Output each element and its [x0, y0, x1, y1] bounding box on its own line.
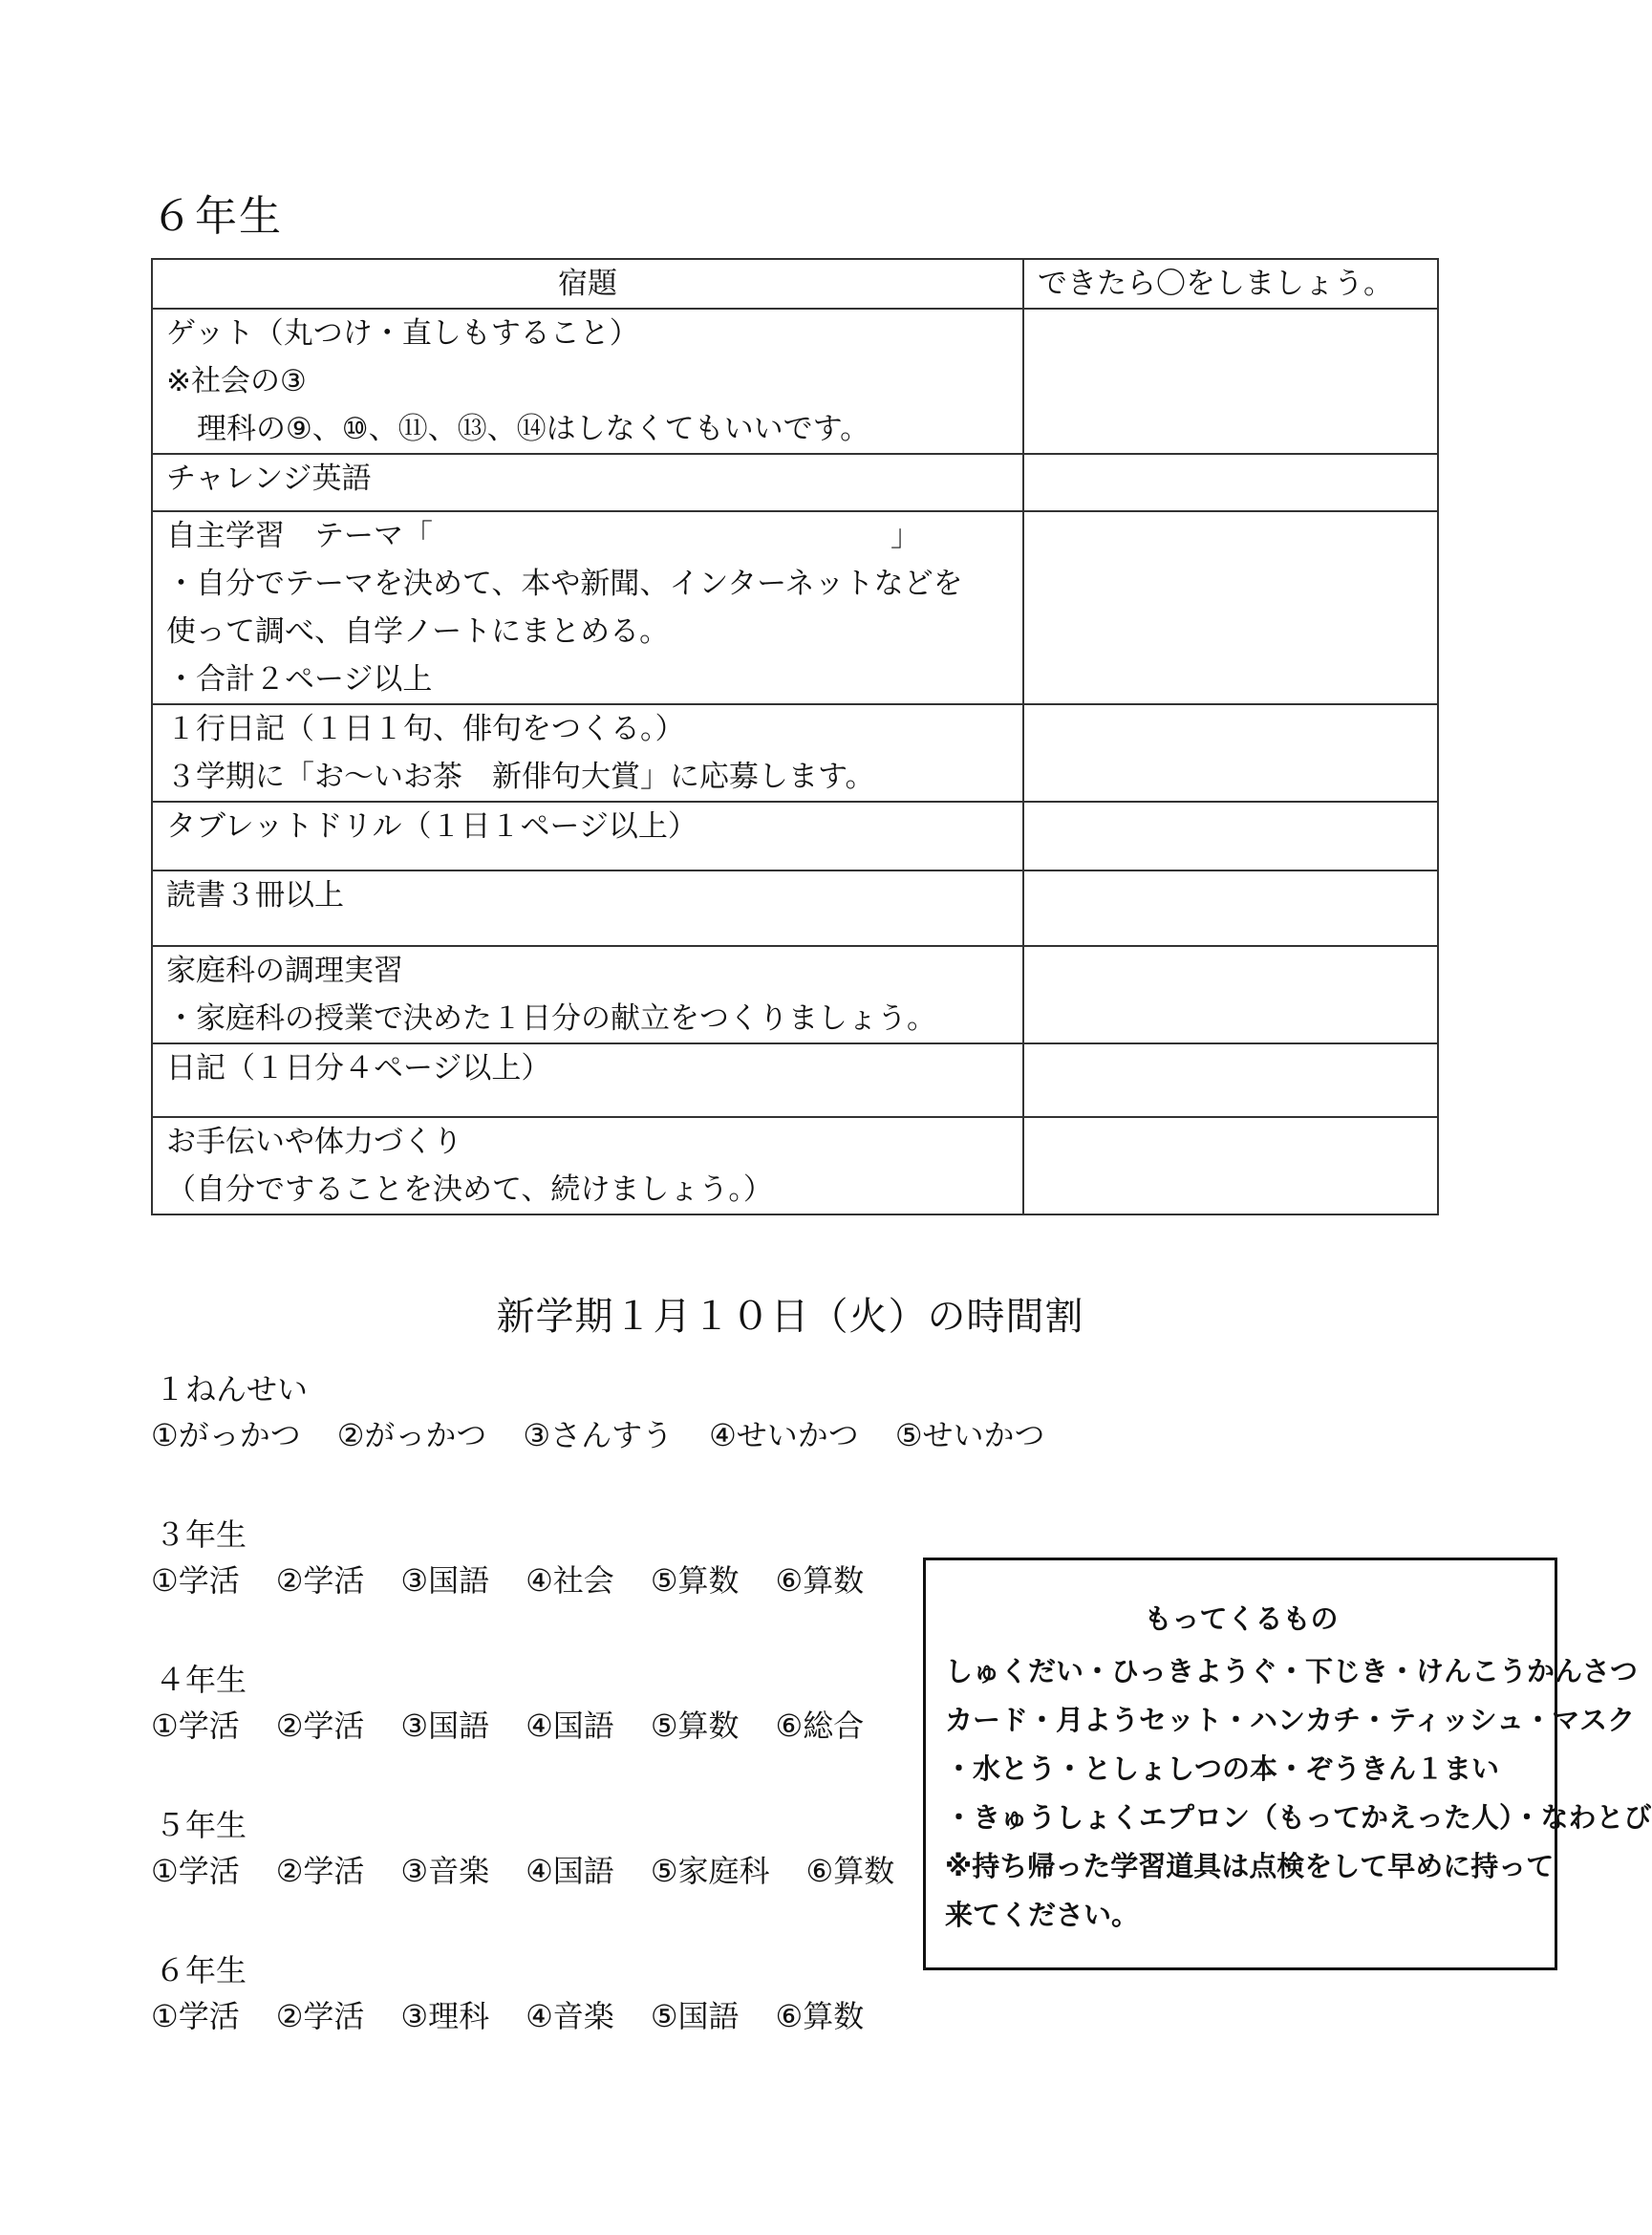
period: ⑤家庭科 — [650, 1853, 770, 1889]
table-row — [152, 1043, 1438, 1117]
timetable-title: 新学期１月１０日（火）の時間割 — [496, 1295, 1084, 1339]
grade-6-periods — [151, 1995, 900, 2037]
table-row — [152, 454, 1438, 511]
grade-5-periods — [151, 1850, 931, 1892]
period: ⑥総合 — [775, 1708, 865, 1744]
task-line: 日記（１日分４ページ以上） — [166, 1051, 551, 1085]
period: ⑤せいかつ — [894, 1417, 1045, 1453]
task-line: ・合計２ページ以上 — [166, 662, 433, 697]
task-line: チャレンジ英語 — [166, 462, 372, 496]
task-line — [166, 512, 1009, 560]
grade-6-label: ６年生 — [155, 1952, 247, 1988]
homework-table — [151, 258, 1439, 1215]
period: ⑤国語 — [650, 1998, 740, 2034]
check-cell[interactable] — [1023, 704, 1438, 802]
period: ②学活 — [275, 1562, 365, 1599]
period: ②学活 — [275, 1708, 365, 1744]
period: ②学活 — [275, 1998, 365, 2034]
period: ②がっかつ — [336, 1417, 487, 1453]
check-cell[interactable] — [1023, 802, 1438, 870]
task-line: ゲット（丸つけ・直しもすること） — [166, 316, 639, 351]
check-cell[interactable] — [1023, 454, 1438, 511]
check-cell[interactable] — [1023, 870, 1438, 946]
grade-3-periods — [151, 1559, 900, 1601]
period: ⑥算数 — [775, 1998, 865, 2034]
items-line: ※持ち帰った学習道具は点検をして早めに持って — [945, 1850, 1555, 1882]
task-line: タブレットドリル（１日１ページ以上） — [166, 809, 697, 844]
task-line: （自分ですることを決めて、続けましょう。） — [166, 1172, 773, 1207]
period: ④音楽 — [526, 1998, 614, 2034]
table-row — [152, 511, 1438, 704]
theme-close-bracket: 」 — [890, 519, 920, 553]
period: ⑤算数 — [650, 1562, 740, 1599]
period: ④国語 — [526, 1853, 614, 1889]
task-line: 読書３冊以上 — [166, 878, 344, 913]
task-cell — [152, 1117, 1023, 1214]
table-row — [152, 870, 1438, 946]
check-cell[interactable] — [1023, 1117, 1438, 1214]
check-cell[interactable] — [1023, 309, 1438, 454]
grade-3-label: ３年生 — [155, 1516, 247, 1553]
grade-4-periods — [151, 1705, 900, 1747]
period: ④国語 — [526, 1708, 614, 1744]
period: ③理科 — [400, 1998, 490, 2034]
period: ②学活 — [275, 1853, 365, 1889]
task-cell — [152, 802, 1023, 870]
period: ④社会 — [526, 1562, 614, 1599]
grade-1-periods — [151, 1414, 1082, 1456]
items-box-title: もってくるもの — [1144, 1602, 1339, 1635]
task-line: ・自分でテーマを決めて、本や新聞、インターネットなどを — [166, 567, 963, 601]
task-line: ※社会の③ — [166, 364, 307, 398]
table-row — [152, 946, 1438, 1043]
items-line: しゅくだい・ひっきようぐ・下じき・けんこうかんさつ — [945, 1655, 1639, 1687]
task-cell — [152, 1043, 1023, 1117]
items-line: ・きゅうしょくエプロン（もってかえった人）・なわとび — [945, 1801, 1652, 1834]
period: ③音楽 — [400, 1853, 490, 1889]
task-line: 使って調べ、自学ノートにまとめる。 — [166, 614, 670, 649]
theme-label: 自主学習 テーマ「 — [166, 519, 433, 553]
grade-4-label: ４年生 — [155, 1662, 247, 1698]
task-cell — [152, 454, 1023, 511]
period: ①がっかつ — [151, 1417, 301, 1453]
task-cell — [152, 704, 1023, 802]
period: ①学活 — [151, 1853, 240, 1889]
items-to-bring-box — [923, 1558, 1652, 1970]
items-line: ・水とう・としょしつの本・ぞうきん１まい — [945, 1752, 1500, 1785]
period: ①学活 — [151, 1562, 240, 1599]
task-line: お手伝いや体力づくり — [166, 1125, 462, 1159]
period: ⑥算数 — [775, 1562, 865, 1599]
period: ③国語 — [400, 1562, 490, 1599]
task-cell — [152, 511, 1023, 704]
period: ⑥算数 — [805, 1853, 895, 1889]
check-cell[interactable] — [1023, 946, 1438, 1043]
table-row — [152, 309, 1438, 454]
table-row — [152, 1117, 1438, 1214]
items-line: 来てください。 — [945, 1899, 1140, 1931]
task-line: 家庭科の調理実習 — [166, 954, 403, 988]
task-cell — [152, 870, 1023, 946]
task-line: １行日記（１日１句、俳句をつくる。） — [166, 712, 685, 746]
table-row — [152, 704, 1438, 802]
header-check: できたら〇をしましょう。 — [1023, 259, 1438, 309]
table-header-row — [152, 259, 1438, 309]
period: ⑤算数 — [650, 1708, 740, 1744]
header-task: 宿題 — [152, 259, 1023, 309]
check-cell[interactable] — [1023, 511, 1438, 704]
task-cell — [152, 309, 1023, 454]
items-line: カード・月ようセット・ハンカチ・ティッシュ・マスク — [945, 1704, 1636, 1736]
page-heading: ６年生 — [151, 192, 283, 241]
period: ①学活 — [151, 1998, 240, 2034]
task-line: ・家庭科の授業で決めた１日分の献立をつくりましょう。 — [166, 1001, 936, 1036]
task-line: 理科の⑨、⑩、⑪、⑬、⑭はしなくてもいいです。 — [197, 412, 870, 446]
grade-5-label: ５年生 — [155, 1807, 247, 1843]
period: ①学活 — [151, 1708, 240, 1744]
period: ③さんすう — [523, 1417, 674, 1453]
check-cell[interactable] — [1023, 1043, 1438, 1117]
period: ③国語 — [400, 1708, 490, 1744]
grade-1-label: １ねんせい — [155, 1371, 309, 1408]
task-line: ３学期に「お～いお茶 新俳句大賞」に応募します。 — [166, 760, 875, 794]
task-cell — [152, 946, 1023, 1043]
table-row — [152, 802, 1438, 870]
period: ④せいかつ — [709, 1417, 859, 1453]
